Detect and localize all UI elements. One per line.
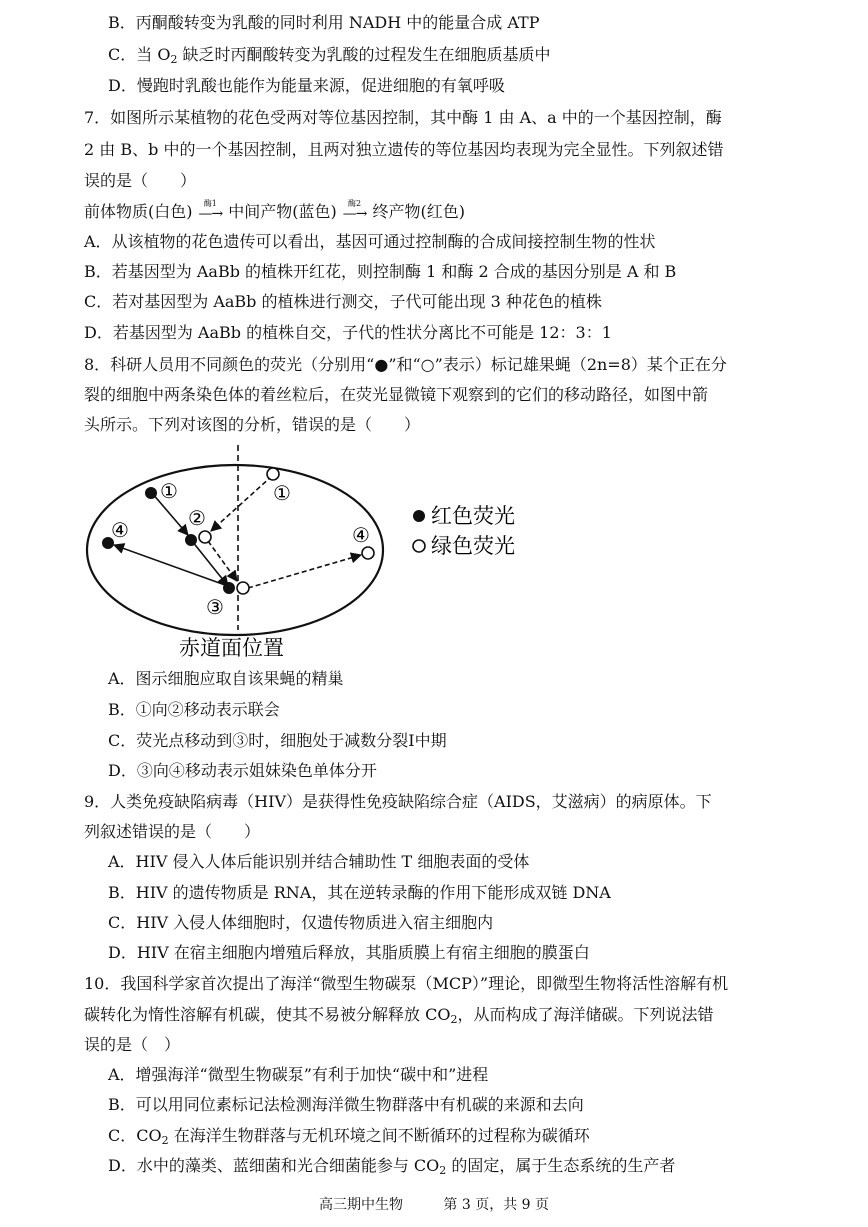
q10-option-c-sub: 2 — [161, 1134, 169, 1147]
q8-option-d: D．③向④移动表示姐妹染色单体分开 — [108, 761, 377, 780]
green-dot-2 — [199, 531, 211, 543]
q9-option-d: D．HIV 在宿主细胞内增殖后释放，其脂质膜上有宿主细胞的膜蛋白 — [108, 943, 590, 962]
mark-3: ③ — [206, 595, 224, 619]
mark-2: ② — [188, 506, 206, 530]
green-path-3-to-4 — [248, 555, 361, 588]
q7-pathway — [84, 201, 465, 223]
green-path-1-to-2 — [211, 476, 272, 531]
footer-page-number: 第 3 页，共 9 页 — [443, 1197, 550, 1213]
q8-option-c: C．荧光点移动到③时，细胞处于减数分裂Ⅰ中期 — [108, 731, 447, 750]
q7-stem-line-1: 7．如图所示某植物的花色受两对等位基因控制，其中酶 1 由 A、a 中的一个基因控制，酶 — [84, 108, 722, 127]
q8-option-b: B．①向②移动表示联会 — [108, 700, 280, 719]
q10-stem-text: 碳转化为惰性溶解有机碳，使其不易被分解释放 CO — [84, 1005, 451, 1024]
q7-stem-line-3: 误的是（ ） — [84, 171, 197, 190]
q10-option-c-text: C．CO — [108, 1126, 162, 1145]
green-path-2-to-3 — [208, 541, 237, 581]
q10-stem-line-3: 误的是（ ） — [84, 1035, 181, 1054]
pathway-arrow-1 — [199, 200, 223, 220]
q8-cell-figure — [80, 445, 540, 660]
red-path-3-to-4 — [114, 545, 225, 585]
q10-stem-line-2 — [84, 1004, 713, 1031]
q7-option-c: C．若对基因型为 AaBb 的植株进行测交，子代可能出现 3 种花色的植株 — [84, 292, 602, 311]
q10-stem-line-1: 10．我国科学家首次提出了海洋“微型生物碳泵（MCP）”理论，即微型生物将活性溶解有机 — [84, 974, 729, 993]
q9-option-a: A．HIV 侵入人体后能识别并结合辅助性 T 细胞表面的受体 — [108, 852, 530, 871]
q6-option-c-sub: 2 — [170, 53, 178, 66]
q6-option-c-text: C．当 O — [108, 45, 171, 64]
q9-option-c: C．HIV 入侵人体细胞时，仅遗传物质进入宿主细胞内 — [108, 913, 494, 932]
legend-red-label: 红色荧光 — [431, 504, 515, 528]
cell-outline — [87, 465, 383, 635]
q7-option-b: B．若基因型为 AaBb 的植株开红花，则控制酶 1 和酶 2 合成的基因分别是 A 和 B — [84, 262, 677, 281]
legend-green-label: 绿色荧光 — [431, 534, 515, 558]
mark-green-1: ① — [273, 481, 291, 505]
mark-red-4: ④ — [111, 518, 129, 542]
green-dot-3 — [237, 582, 249, 594]
q10-option-c — [108, 1125, 590, 1152]
q6-option-d: D．慢跑时乳酸也能作为能量来源，促进细胞的有氧呼吸 — [108, 76, 505, 95]
footer-subject: 高三期中生物 — [318, 1197, 403, 1213]
mark-red-1: ① — [160, 479, 178, 503]
red-dot-2 — [185, 534, 197, 546]
pathway-arrow-2 — [343, 200, 367, 220]
enzyme-2-label: 酶2 — [348, 199, 362, 208]
green-dot-1 — [267, 468, 279, 480]
q8-stem-line-3: 头所示。下列对该图的分析，错误的是（ ） — [84, 415, 421, 434]
red-dot-3 — [223, 582, 235, 594]
enzyme-1-label: 酶1 — [203, 199, 217, 208]
red-dot-1 — [145, 487, 157, 499]
q10-option-c-text-2: 在海洋生物群落与无机环境之间不断循环的过程称为碳循环 — [168, 1126, 590, 1145]
legend-green-dot — [413, 540, 425, 552]
q9-stem-line-1: 9．人类免疫缺陷病毒（HIV）是获得性免疫缺陷综合症（AIDS，艾滋病）的病原体。下 — [84, 792, 712, 811]
q10-stem-sub: 2 — [450, 1013, 458, 1026]
pathway-end: 终产物(红色) — [372, 202, 465, 221]
pathway-middle: 中间产物(蓝色) — [228, 202, 337, 221]
q7-option-d: D．若基因型为 AaBb 的植株自交，子代的性状分离比不可能是 12：3：1 — [84, 323, 612, 342]
mark-green-4: ④ — [352, 523, 370, 547]
arrow-right-icon: —→ — [342, 206, 367, 222]
pathway-start: 前体物质(白色) — [84, 202, 193, 221]
q8-stem-line-2: 裂的细胞中两条染色体的着丝粒后，在荧光显微镜下观察到的它们的移动路径，如图中箭 — [84, 385, 709, 404]
q10-option-b: B．可以用同位素标记法检测海洋微生物群落中有机碳的来源和去向 — [108, 1095, 584, 1114]
q6-option-c — [108, 44, 551, 71]
q8-option-a: A．图示细胞应取自该果蝇的精巢 — [108, 669, 344, 688]
q10-option-a: A．增强海洋“微型生物碳泵”有利于加快“碳中和”进程 — [108, 1065, 489, 1084]
equator-label: 赤道面位置 — [179, 636, 284, 660]
q8-stem-line-1: 8．科研人员用不同颜色的荧光（分别用“●”和“○”表示）标记雄果蝇（2n=8）某个正在分 — [84, 355, 727, 374]
q9-option-b: B．HIV 的遗传物质是 RNA，其在逆转录酶的作用下能形成双链 DNA — [108, 883, 611, 902]
legend-red-dot — [413, 510, 425, 522]
q10-stem-text-2: ，从而构成了海洋储碳。下列说法错 — [457, 1005, 714, 1024]
page-footer — [0, 1196, 868, 1214]
q10-option-d-text: D．水中的藻类、蓝细菌和光合细菌能参与 CO — [108, 1156, 440, 1175]
arrow-right-icon: —→ — [198, 206, 223, 222]
q6-option-c-text-2: 缺乏时丙酮酸转变为乳酸的过程发生在细胞质基质中 — [177, 45, 551, 64]
q7-stem-line-2: 2 由 B、b 中的一个基因控制，且两对独立遗传的等位基因均表现为完全显性。下列叙述错 — [84, 140, 724, 159]
q9-stem-line-2: 列叙述错误的是（ ） — [84, 822, 261, 841]
q10-option-d — [108, 1155, 675, 1182]
q10-option-d-text-2: 的固定，属于生态系统的生产者 — [446, 1156, 676, 1175]
q6-option-b: B．丙酮酸转变为乳酸的同时利用 NADH 中的能量合成 ATP — [108, 13, 540, 32]
q10-option-d-sub: 2 — [439, 1164, 447, 1177]
green-dot-4 — [362, 547, 374, 559]
q7-option-a: A．从该植物的花色遗传可以看出，基因可通过控制酶的合成间接控制生物的性状 — [84, 232, 656, 251]
